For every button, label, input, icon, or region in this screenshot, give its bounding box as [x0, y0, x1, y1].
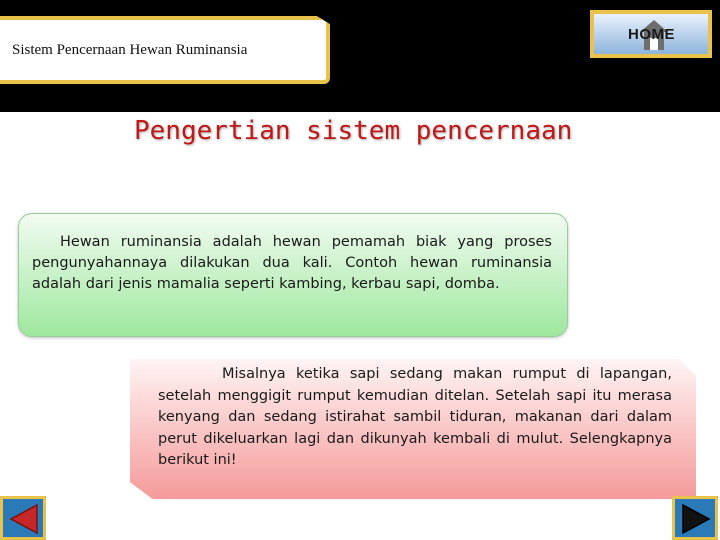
- next-button[interactable]: [672, 496, 718, 540]
- definition-paragraph: Hewan ruminansia adalah hewan pemamah biak yang proses pengunyahannaya dilakukan dua kali. Contoh hewan ruminansia adalah dari jenis mamalia seperti kambing, kerbau sapi, domba.: [32, 234, 552, 292]
- prev-button[interactable]: [0, 496, 46, 540]
- example-paragraph: Misalnya ketika sapi sedang makan rumput di lapangan, setelah menggigit rumput kemudian ditelan. Setelah sapi itu merasa kenyang dan sedang istirahat sambil tiduran, makanan dari dalam perut dikeluarkan lagi dan dikunyah kembali di mulut. Selengkapnya berikut ini!: [158, 366, 672, 468]
- home-label: HOME: [628, 26, 675, 43]
- example-text: [158, 364, 672, 472]
- triangle-right-icon: [679, 502, 713, 536]
- page-title: Sistem Pencernaan Hewan Ruminansia: [12, 42, 248, 58]
- triangle-left-icon: [7, 502, 41, 536]
- definition-text: [32, 232, 552, 295]
- section-heading: Pengertian sistem pencernaan: [134, 116, 573, 146]
- home-button[interactable]: [590, 10, 712, 58]
